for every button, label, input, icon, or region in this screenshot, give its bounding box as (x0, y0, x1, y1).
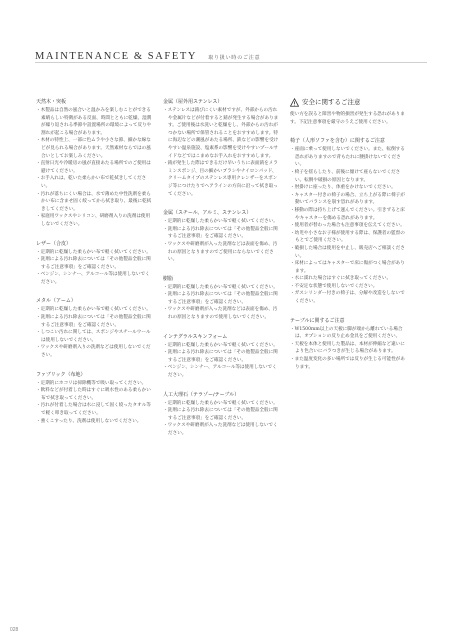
list-item: ・ベンジン、シンナー、アルコール等は使用しないでください。 (163, 365, 277, 379)
list-item: ・移動の際は持ち上げて運んでください。引きずると床やキャスターを傷める恐れがあります。 (290, 207, 405, 221)
section-heading: 金属（スチール、アルミ、ステンレス） (163, 210, 252, 217)
header-rule (35, 62, 427, 63)
column-middle (163, 98, 281, 449)
list-item: ・幼児や小さなお子様が使用する際は、保護者の監督のもとでご使用ください。 (290, 230, 405, 244)
column-left (36, 98, 154, 436)
list-item: ・ワックスや研磨剤が入った洗剤などは表面を傷め、汚れの原因となりますので使用しないでください。 (163, 307, 278, 321)
page-number: 028 (10, 627, 19, 633)
list-item: ・定期的に乾燥した柔らかい布で軽く拭いてください。 (163, 284, 278, 290)
list-item: ・床材によってはキャスターで床に傷がつく場合があります。 (290, 261, 405, 274)
list-item: ・使用者が替わった場合も注意事項を伝えてください。 (290, 223, 405, 229)
list-item: ・定期的にホコリは掃除機等で吸い取ってください。 (36, 380, 147, 386)
list-item: ・定期的に乾燥した柔らかい布で軽く拭いてください。 (36, 249, 151, 255)
section-heading: 金属（屋外用ステンレス） (163, 99, 223, 105)
section (163, 275, 281, 322)
column-right (290, 98, 408, 382)
list-item: ・天板を本体と使用した製品は、本材が伸縮など違いにより色合いにバラつきが生じる場合があります。 (290, 341, 405, 355)
list-item: ・ステンレスは錆びにくい素材ですが、外部からの汚れや金属片などが付着すると錆が発生する場合があります。ご使用後は水洗いと乾燥をし、外部からの汚れがつかない場所で保管されることをおすすめします。特に海辺などの潮風があたる場所、鉄などの影響を受けやすい温泉施設、塩素系の影響を受けやすいプールサイドなどではこまめなお手入れをおすすめします。 (163, 108, 279, 159)
section-heading: ファブリック（布地） (36, 371, 86, 378)
list-item: ・直射日光や冷暖房の風が直接あたる場所でのご使用は避けてください。 (36, 161, 151, 174)
list-item: ・洗剤による汚れ除去については「その他製品全般に関するご注意事項」をご確認ください。 (36, 315, 151, 328)
list-item: ・洗剤による汚れ除去については「その他製品全般に関するご注意事項」をご確認ください。 (163, 292, 278, 305)
list-item: ・肘掛けに座ったり、体重をかけないでください。 (290, 185, 396, 191)
list-item: ・定期的に乾燥した柔らかい布で軽く拭いてください。 (163, 219, 278, 225)
section (36, 371, 154, 426)
list-item: ・洗剤による汚れ除去については「その他製品全般に関するご注意事項」をご確認ください。 (163, 350, 278, 363)
section-heading: テーブルに関するご注意 (290, 317, 345, 324)
list-item: ・しつこい汚れに関しては、スポンジやスチールウールは使用しないでください。 (36, 330, 151, 343)
list-item: ・飲料などが付着した時はすぐに吸水性のある柔らかい布で拭き取ってください。 (36, 388, 151, 401)
section (163, 333, 281, 380)
list-item: ・汚れが落ちにくい場合は、水で薄めた中性洗剤を柔らかい布に含ませ固く絞ってから拭き取り、最後に乾拭きしてください。 (36, 191, 152, 212)
safety-heading (290, 98, 408, 107)
list-item: ・木材の特性上、一部に色ムラや小さな節、細かな線などが見られる場合があります。天然素材ならではの風合いとしてお楽しみください。 (36, 138, 151, 159)
section (163, 209, 281, 264)
section-heading: インテグラルスキンフォーム (163, 333, 228, 340)
list-item: ・また温度変化の多い場所では反りが生じる可能性があります。 (290, 357, 405, 370)
list-item: ・キャスター付きの椅子の場合、立ち上がる際に椅子が動いてバランスを崩す恐れがあります。 (290, 192, 405, 206)
list-item: ・洗剤による汚れ除去については「その他製品全般に関するご注意事項」をご確認ください。 (36, 257, 151, 270)
page-title: MAINTENANCE & SAFETY (35, 51, 198, 62)
list-item: ・破損した場合は使用を中止し、販売店へご相談ください。 (290, 245, 405, 259)
section-heading: 樹脂 (163, 275, 174, 282)
section-heading-text: 安全に関するご注意 (302, 98, 361, 106)
list-item: ・汚れが付着した場合は水に浸して固く絞ったタオル等で軽く叩き取ってください。 (36, 403, 151, 416)
section-heading: 椅子（人形ソファを含む）に関するご注意 (290, 138, 385, 145)
section (290, 317, 408, 372)
list-item: ・ワックスや研磨剤が入った洗剤などは使用しないでください。 (163, 423, 278, 436)
list-item: ・洗剤による汚れ除去については「その他製品全般に関するご注意事項」をご確認ください。 (163, 408, 278, 421)
section (163, 98, 281, 198)
page-subtitle: 取り扱い時のご注意 (208, 55, 261, 61)
section (36, 240, 154, 287)
list-item: ・定期的に乾燥した柔らかい布で軽く拭いてください。 (163, 400, 278, 406)
section-paragraph: 使い方を誤ると障害や物的損害が発生する恐れがあります。下記注意事項を厳守のうえご使用ください。 (290, 112, 405, 125)
list-item: ・W1500mm以上の天板に脚が端から離れている場合は、オプションの反り止め金具をご使用ください。 (290, 326, 403, 340)
list-item: ・定期的に乾燥した柔らかい布で軽く拭いてください。 (36, 307, 151, 313)
list-item: ・錆が発生した際はできるだけ早いうちに表面錆をメラミンスポンジ、目の細かいブラシやナイロンパッド、クリームタイプのステンレス専用クレンザーをスポンジ等につけたりでヘアラインの方向に沿って拭き取ってください。 (163, 161, 278, 197)
list-item: ・水に濡れた場合はすぐに拭き取ってください。 (290, 276, 392, 282)
list-item: ・家庭用ワックスやシリコン、研磨剤入りの洗剤は使用しないでください。 (36, 214, 151, 227)
list-item: ・ベンジン、シンナー、アルコール等は使用しないでください。 (36, 272, 150, 285)
list-item: ・定期的に乾燥した柔らかい布で軽く拭いてください。 (163, 342, 278, 348)
list-item: ・椅子を揺らしたり、前後に傾けて座らないでください。転倒や破損の原因となります。 (290, 169, 401, 183)
section-heading: メタル（アーム） (36, 298, 76, 305)
section (163, 391, 281, 438)
list-item: ・ワックスや研磨剤入りの洗剤などは使用しないでください。 (36, 345, 151, 359)
section-heading: 人工大理石（テラゾー/テーブル） (163, 391, 240, 398)
list-item: ・洗剤による汚れ除去については「その他製品全般に関するご注意事項」をご確認ください。 (163, 226, 278, 240)
section (36, 297, 154, 359)
list-item: ・ガスシリンダー付きの椅子は、分解や改造をしないでください。 (290, 291, 405, 305)
page-header (35, 44, 260, 63)
section-heading: 天然木・突板 (36, 99, 67, 105)
list-item: ・木製品は自然の風合いと温かみを楽しむことができる素晴らしい特徴がある反面、時間とともに乾燥、湿潤が繰り返される季節や設置場所の環境によって反りや割れが起こる場合があります。 (36, 108, 152, 136)
list-item: ・ワックスや研磨剤が入った洗剤などは表面を傷め、汚れの原因となりますのでご使用にならないでください。 (163, 241, 278, 263)
list-item: ・不安定な状態で使用しないでください。 (290, 283, 378, 289)
section (290, 98, 408, 126)
section (290, 137, 408, 305)
list-item: ・強くこすったり、洗剤は使用しないでください。 (36, 418, 142, 424)
section (36, 98, 154, 229)
warning-icon (290, 98, 299, 107)
list-item: ・お手入れは、乾いた柔らかい布で乾拭きしてください。 (36, 176, 147, 189)
section-heading: レザー（合皮） (36, 240, 72, 247)
list-item: ・座面に乗って使用しないでください。また、転倒する恐れがありますので背もたれに腰掛けないでください。 (290, 147, 405, 168)
